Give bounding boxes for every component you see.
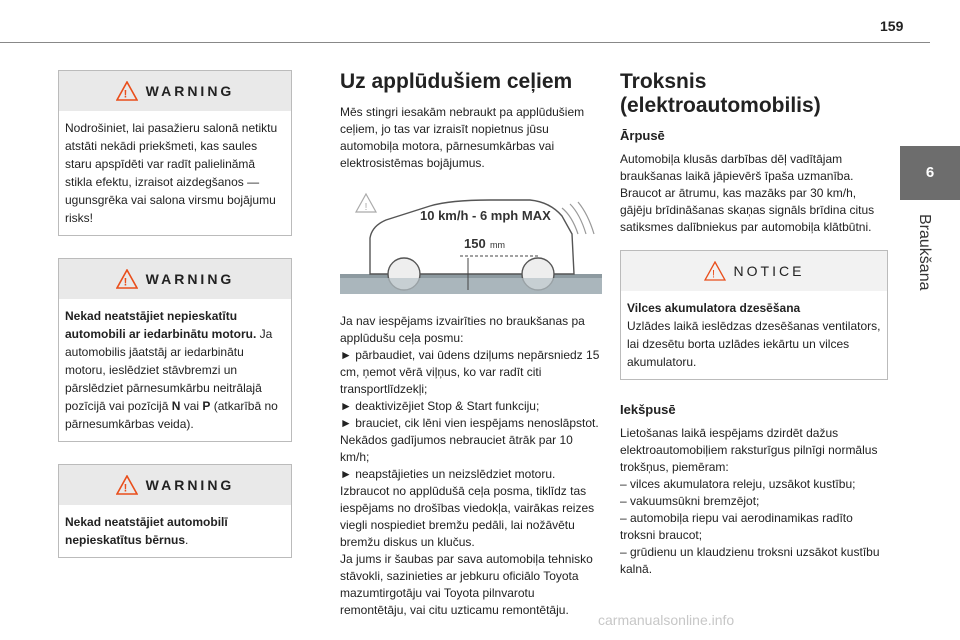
notice-title: NOTICE <box>733 263 805 279</box>
chapter-tab[interactable]: 6 <box>900 146 960 200</box>
inside-line: – automobiļa riepu vai aerodinamikas radīto troksni braucot; <box>620 511 853 542</box>
notice-header <box>621 251 887 291</box>
flooded-road-illustration <box>340 186 602 296</box>
speed-label: 10 km/h - 6 mph MAX <box>420 208 551 223</box>
warning-header <box>59 71 291 111</box>
flooded-roads-column <box>340 70 602 619</box>
subheading-outside: Ārpusē <box>620 128 665 143</box>
body-line: ► neapstājieties un neizslēdziet motoru. <box>340 467 556 481</box>
notice-bold-text: Vilces akumulatora dzesēšana <box>627 301 801 315</box>
warning-icon <box>116 269 138 289</box>
body-line: ► deaktivizējiet Stop & Start funkciju; <box>340 399 540 413</box>
warnings-column <box>58 70 292 580</box>
depth-value: 150 <box>464 236 486 251</box>
gear-p: P <box>202 399 211 413</box>
svg-text:!: ! <box>711 268 718 281</box>
notice-text: Uzlādes laikā ieslēdzas dzesēšanas ventilators, lai dzesētu borta uzlādes iekārtu un vilces akumulatoru. <box>627 319 881 369</box>
warning-or: vai <box>180 399 203 413</box>
warning-body <box>59 299 291 441</box>
notice-box <box>620 250 888 380</box>
gear-n: N <box>171 399 181 413</box>
notice-body <box>621 291 887 379</box>
subheading-inside: Iekšpusē <box>620 402 676 417</box>
warning-icon <box>116 475 138 495</box>
depth-unit: mm <box>490 240 505 250</box>
svg-text:!: ! <box>123 482 130 495</box>
body-line: Ja nav iespējams izvairīties no braukšanas pa applūdušu ceļa posmu: <box>340 314 585 345</box>
warning-bold-text: Nekad neatstājiet nepieskatītu automobili ar iedarbinātu motoru. <box>65 309 257 341</box>
body-line: Izbraucot no applūdušā ceļa posma, tiklīdz tas iespējams no drošības viedokļa, vairākas reizes viegli nospiediet bremžu pedāli, lai nožāvētu bremžu diskus un klučus. <box>340 484 595 549</box>
svg-text:!: ! <box>364 202 368 213</box>
outside-text: Automobiļa klusās darbības dēļ vadītājam braukšanas laikā jāpievērš īpaša uzmanība. Braucot ar ātrumu, kas mazāks par 30 km/h, gājēju brīdināšanas skaņas signāls brīdina citus satiksmes dalībniekus par automobiļa klātbūtni. <box>620 152 875 234</box>
page-number: 159 <box>880 18 904 34</box>
body-line: ► pārbaudiet, vai ūdens dziļums nepārsniedz 15 cm, ņemot vērā viļņus, ko var radīt citi transportlīdzekļi; <box>340 348 600 396</box>
section-heading: Uz applūdušiem ceļiem <box>340 70 573 93</box>
warning-box-3 <box>58 464 292 558</box>
warning-icon <box>116 81 138 101</box>
inside-line: – grūdienu un klaudzienu troksni uzsākot kustību kalnā. <box>620 545 880 576</box>
warning-bold-text: Nekad neatstājiet automobilī nepieskatītus bērnus <box>65 515 228 547</box>
warning-title: WARNING <box>145 477 235 493</box>
warning-header <box>59 465 291 505</box>
inside-line: Lietošanas laikā iespējams dzirdēt dažus elektroautomobiļiem raksturīgus pilnīgi normālus trokšņus, piemēram: <box>620 426 878 474</box>
warning-title: WARNING <box>145 83 235 99</box>
svg-text:!: ! <box>123 88 130 101</box>
warning-tail: (atkarībā no pārnesumkārbas veida). <box>65 399 278 431</box>
warning-box-2 <box>58 258 292 442</box>
warning-text: Nodrošiniet, lai pasažieru salonā netiktu atstāti nekādi priekšmeti, kas saules staru apspīdēti var radīt palielinămā stikla efektu, izraisot aizdegšanos — ugunsgrēka vai salona virsmu bojājumu risks! <box>65 121 278 225</box>
warning-body <box>59 505 291 557</box>
notice-icon <box>704 261 726 281</box>
intro-text: Mēs stingri iesakām nebraukt pa applūdušiem ceļiem, jo tas var izraisīt nopietnus jūsu automobiļa motora, pārnesumkārbas vai elektrosistēmas bojājumus. <box>340 105 585 170</box>
warning-text: Ja automobilis jāatstāj ar iedarbinātu motoru, ieslēdziet stāvbremzi un pārslēdziet pārnesumkārbu neitrālajā pozīcijā vai pozīcijā <box>65 327 273 413</box>
warning-box-1 <box>58 70 292 236</box>
body-line: Ja jums ir šaubas par sava automobiļa tehnisko stāvokli, sazinieties ar jebkuru oficiālo Toyota mazumtirgotāju vai Toyota pilnvarotu remontētāju, vai citu uzticamu remontētāju. <box>340 552 593 617</box>
warning-header <box>59 259 291 299</box>
footer-watermark: carmanualsonline.info <box>598 612 735 628</box>
warning-tail: . <box>185 533 189 547</box>
body-line: ► brauciet, cik lēni vien iespējams nenoslāpstot. Nekādos gadījumos nebrauciet ātrāk par 10 km/h; <box>340 416 599 464</box>
warning-title: WARNING <box>145 271 235 287</box>
svg-text:!: ! <box>123 276 130 289</box>
top-rule <box>0 42 930 43</box>
noise-column <box>620 70 888 578</box>
inside-line: – vakuumsūkni bremzējot; <box>620 494 760 508</box>
chapter-title: Braukšana <box>916 214 933 291</box>
section-heading: Troksnis (elektroautomobilis) <box>620 70 821 117</box>
inside-line: – vilces akumulatora releju, uzsākot kustību; <box>620 477 856 491</box>
